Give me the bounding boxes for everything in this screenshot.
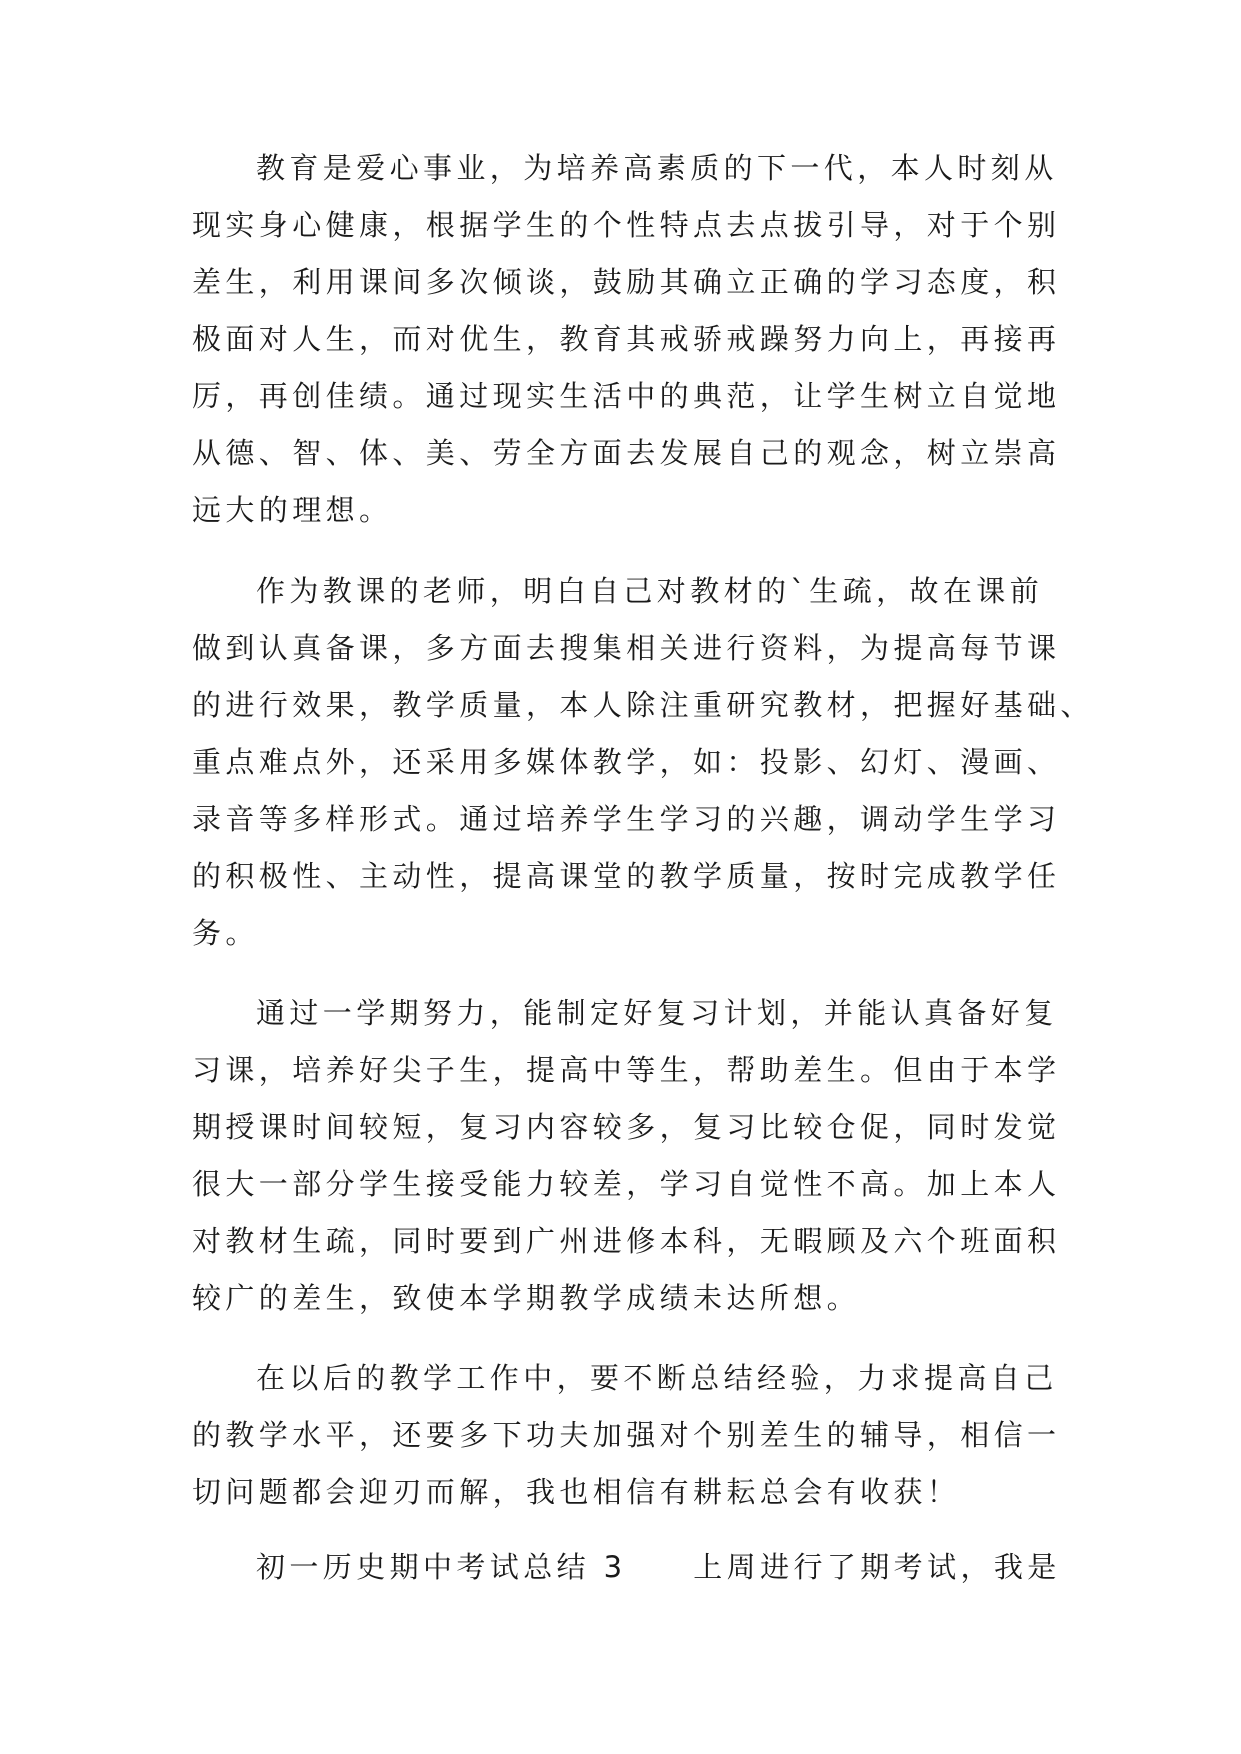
- text-line: 远大的理想。: [192, 493, 393, 527]
- text-line: 较广的差生，致使本学期教学成绩未达所想。: [192, 1281, 861, 1315]
- text-line: 的进行效果，教学质量，本人除注重研究教材，把握好基础、: [192, 688, 1094, 722]
- text-line: 做到认真备课，多方面去搜集相关进行资料，为提高每节课: [192, 631, 1061, 665]
- text-line: 在以后的教学工作中，要不断总结经验，力求提高自己: [256, 1361, 1058, 1395]
- text-line: 差生，利用课间多次倾谈，鼓励其确立正确的学习态度，积: [192, 265, 1061, 299]
- text-line: 从德、智、体、美、劳全方面去发展自己的观念，树立崇高: [192, 436, 1061, 470]
- text-line: 重点难点外，还采用多媒体教学，如：投影、幻灯、漫画、: [192, 745, 1061, 779]
- text-line: 作为教课的老师，明白自己对教材的`生疏，故在课前: [256, 574, 1044, 608]
- text-line: 期授课时间较短，复习内容较多，复习比较仓促，同时发觉: [192, 1110, 1061, 1144]
- text-line: 录音等多样形式。通过培养学生学习的兴趣，调动学生学习: [192, 802, 1061, 836]
- text-line: 厉，再创佳绩。通过现实生活中的典范，让学生树立自觉地: [192, 379, 1061, 413]
- text-line: 务。: [192, 916, 259, 950]
- text-line: 很大一部分学生接受能力较差，学习自觉性不高。加上本人: [192, 1167, 1061, 1201]
- section-heading-line: 初一历史期中考试总结 3 上周进行了期考试，我是: [256, 1550, 1061, 1584]
- text-line: 的积极性、主动性，提高课堂的教学质量，按时完成教学任: [192, 859, 1061, 893]
- text-line: 习课，培养好尖子生，提高中等生，帮助差生。但由于本学: [192, 1053, 1061, 1087]
- text-line: 的教学水平，还要多下功夫加强对个别差生的辅导，相信一: [192, 1418, 1061, 1452]
- text-line: 通过一学期努力，能制定好复习计划，并能认真备好复: [256, 996, 1058, 1030]
- text-line: 现实身心健康，根据学生的个性特点去点拔引导，对于个别: [192, 208, 1061, 242]
- text-line: 教育是爱心事业，为培养高素质的下一代，本人时刻从: [256, 151, 1058, 185]
- text-line: 对教材生疏，同时要到广州进修本科，无暇顾及六个班面积: [192, 1224, 1061, 1258]
- text-line: 切问题都会迎刃而解，我也相信有耕耘总会有收获！: [192, 1475, 961, 1509]
- text-line: 极面对人生，而对优生，教育其戒骄戒躁努力向上，再接再: [192, 322, 1061, 356]
